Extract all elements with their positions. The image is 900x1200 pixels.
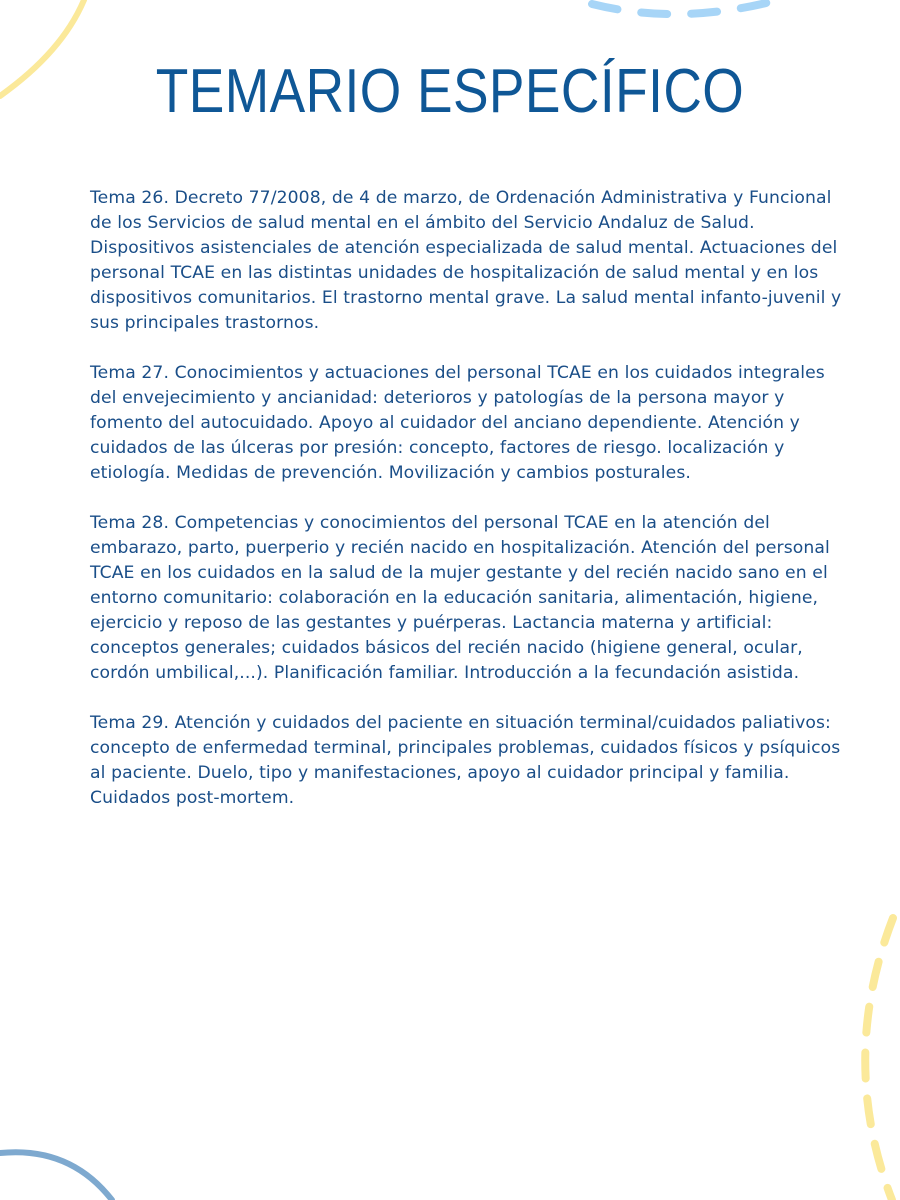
blue-arc-bottom-left [0, 1152, 112, 1200]
yellow-dashed-arc-right [865, 918, 893, 1200]
topic-28: Tema 28. Competencias y conocimientos del personal TCAE en la atención del embarazo, parto, puerperio y recién nacido en hospitalización. Atención del personal TCAE en los cuidados en la salud de la mujer gestante y del recién nacido sano en el entorno comunitario: colaboración en la educación sanitaria, alimentación, higiene, ejercicio y reposo de las gestantes y puérperas. Lactancia materna y artificial: conceptos generales; cuidados básicos del recién nacido (higiene general, ocular, cordón umbilical,...). Planificación familiar. Introducción a la fecundación asistida. [90, 513, 830, 683]
topic-29: Tema 29. Atención y cuidados del paciente en situación terminal/cuidados paliativos: concepto de enfermedad terminal, principales problemas, cuidados físicos y psíquicos al paciente. Duelo, tipo y manifestaciones, apoyo al cuidador principal y familia. Cuidados post-mortem. [90, 713, 841, 808]
page-title: TEMARIO ESPECÍFICO [155, 57, 745, 126]
topic-26: Tema 26. Decreto 77/2008, de 4 de marzo, de Ordenación Administrativa y Funcional de los Servicios de salud mental en el ámbito del Servicio Andaluz de Salud. Dispositivos asistenciales de atención especializada de salud mental. Actuaciones del personal TCAE en las distintas unidades de hospitalización de salud mental y en los dispositivos comunitarios. El trastorno mental grave. La salud mental infanto-juvenil y sus principales trastornos. [90, 188, 842, 333]
topic-27: Tema 27. Conocimientos y actuaciones del personal TCAE en los cuidados integrales del envejecimiento y ancianidad: deterioros y patologías de la persona mayor y fomento del autocuidado. Apoyo al cuidador del anciano dependiente. Atención y cuidados de las úlceras por presión: concepto, factores de riesgo. localización y etiología. Medidas de prevención. Movilización y cambios posturales. [90, 363, 825, 483]
blue-dashed-arc-top [592, 0, 778, 14]
topic-list [90, 186, 850, 836]
